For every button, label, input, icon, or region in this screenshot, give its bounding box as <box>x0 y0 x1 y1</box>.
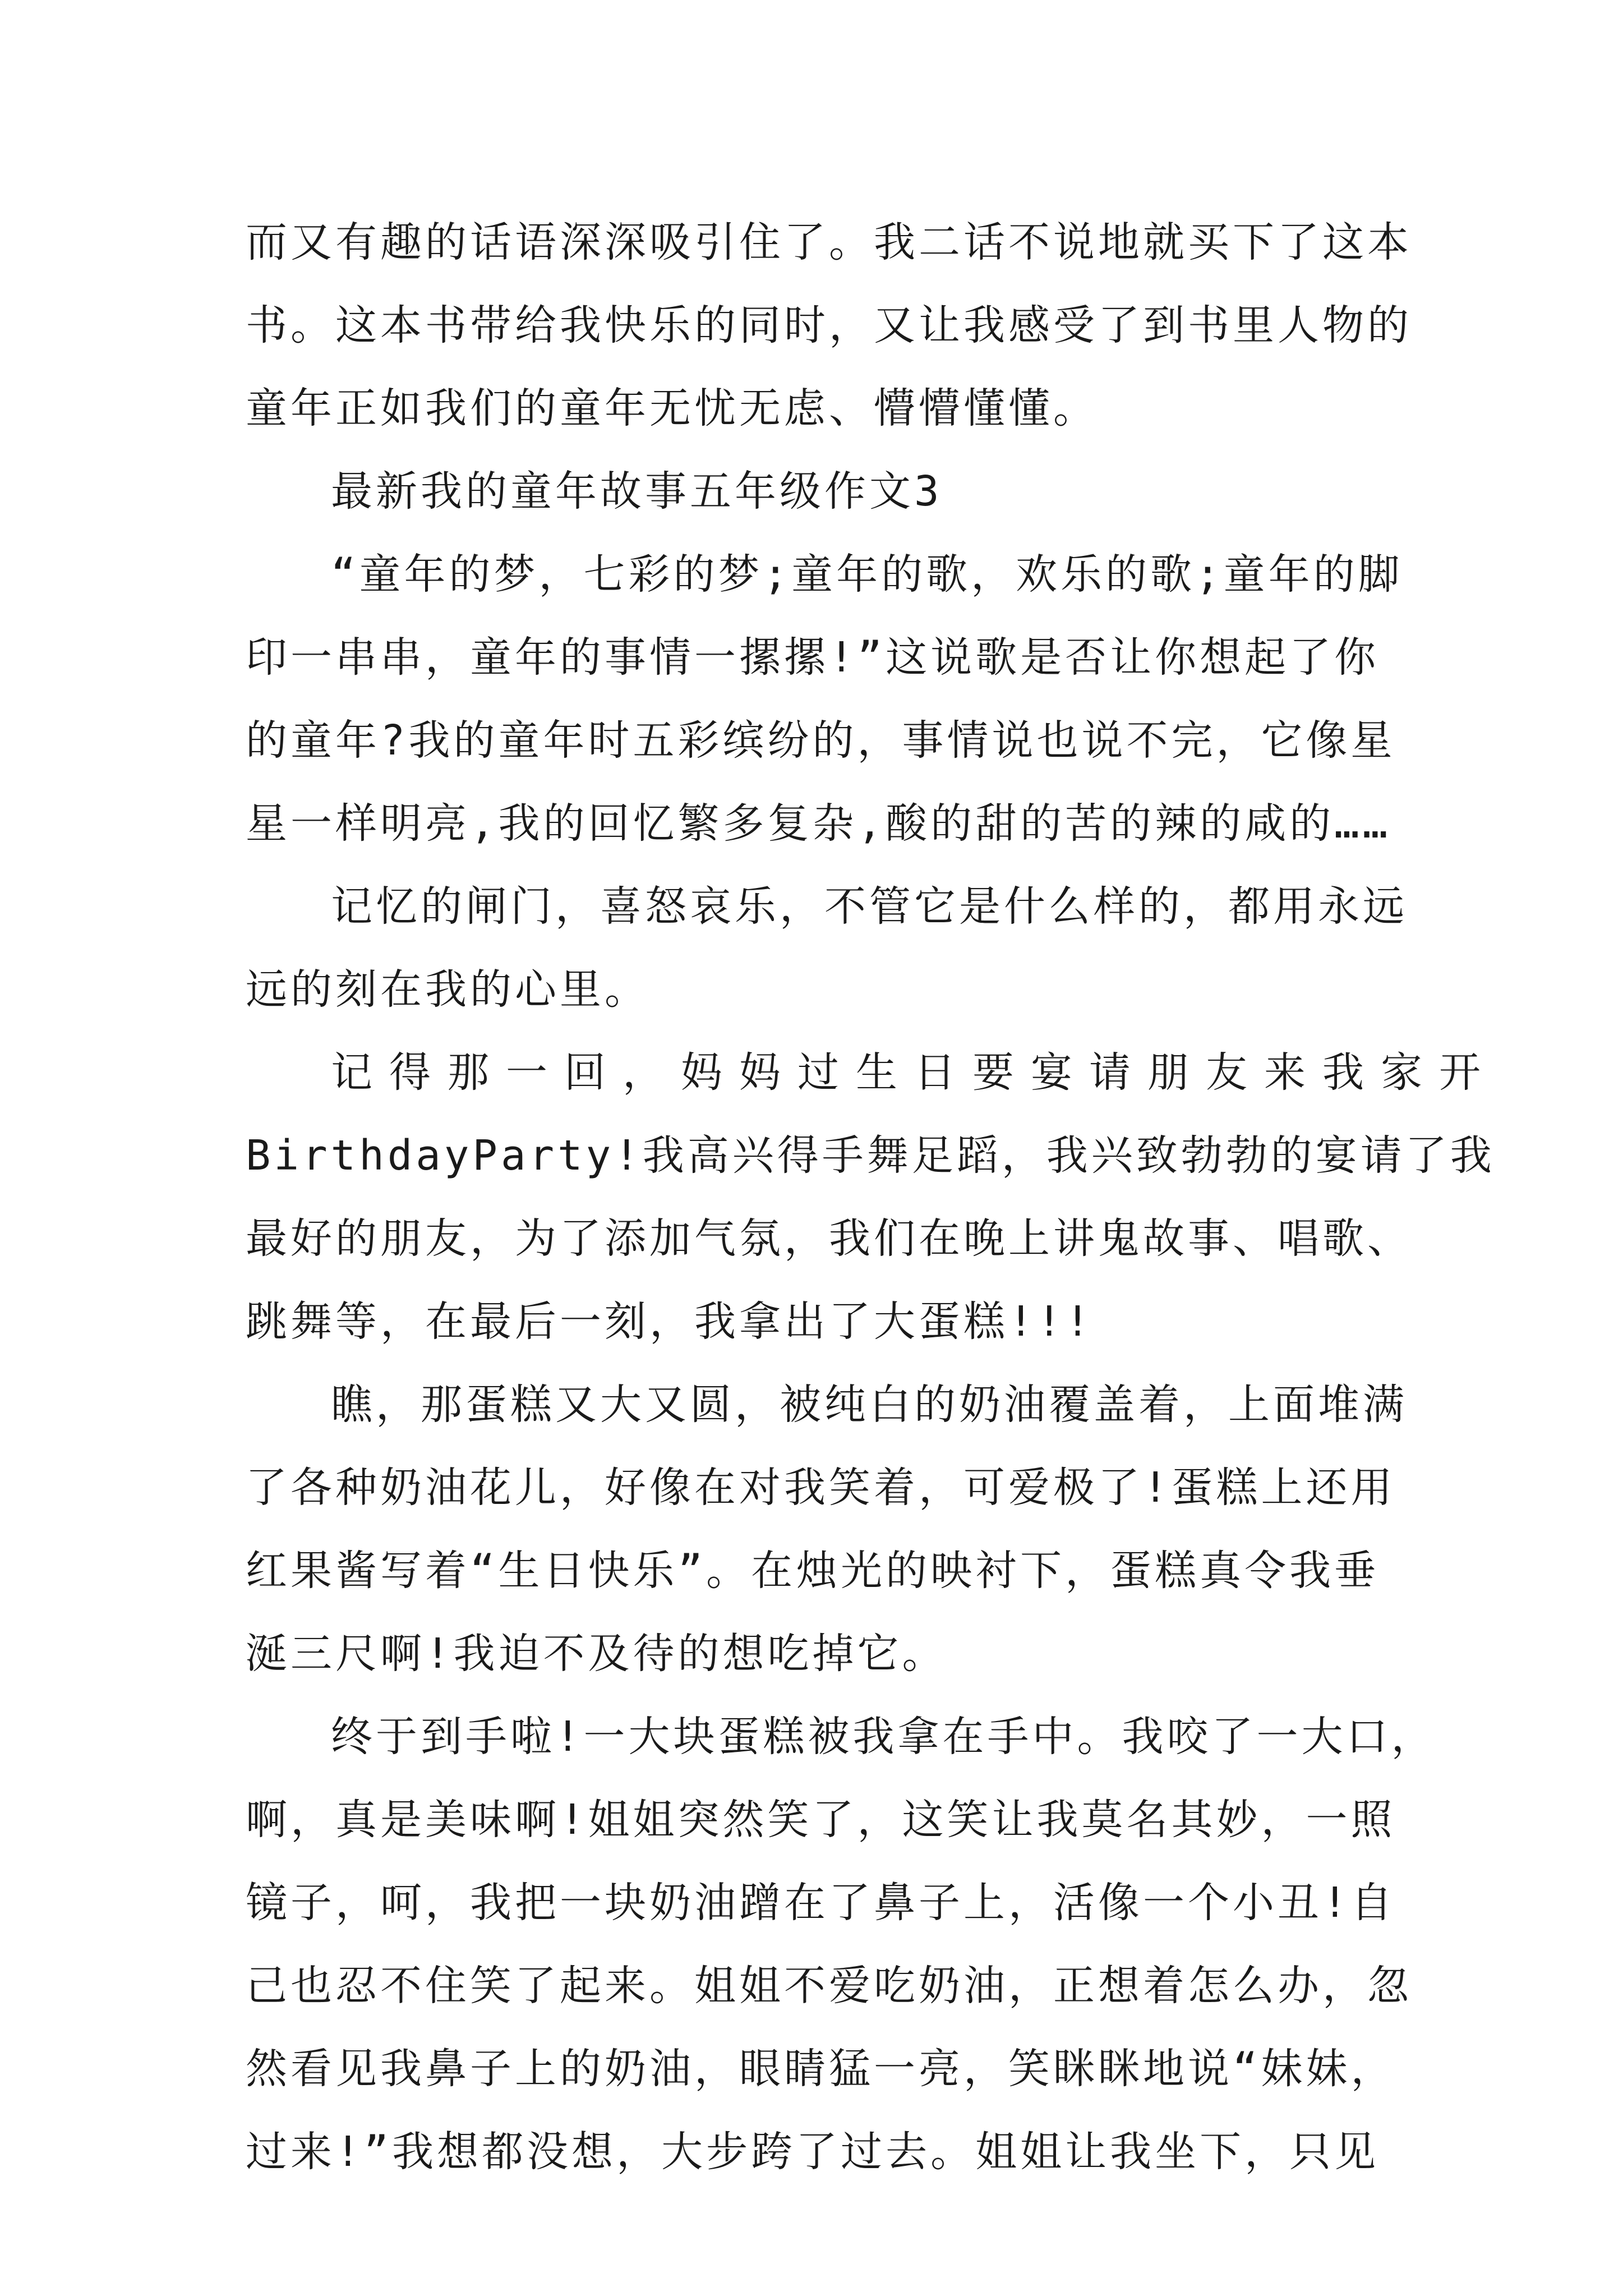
text-line: 瞧，那蛋糕又大又圆，被纯白的奶油覆盖着，上面堆满 <box>331 1381 1408 1429</box>
text-line: “童年的梦，七彩的梦;童年的歌，欢乐的歌;童年的脚 <box>331 550 1403 599</box>
text-line: 然看见我鼻子上的奶油，眼睛猛一亮，笑眯眯地说“妹妹， <box>246 2045 1396 2093</box>
text-line: 镜子，呵，我把一块奶油蹭在了鼻子上，活像一个小丑!自 <box>246 1879 1396 1927</box>
text-line: 啊，真是美味啊!姐姐突然笑了，这笑让我莫名其妙，一照 <box>246 1796 1396 1844</box>
text-line: 终于到手啦!一大块蛋糕被我拿在手中。我咬了一大口， <box>331 1713 1436 1761</box>
text-line: 己也忍不住笑了起来。姐姐不爱吃奶油，正想着怎么办，忽 <box>246 1962 1412 2010</box>
text-line: 最好的朋友，为了添加气氛，我们在晚上讲鬼故事、唱歌、 <box>246 1214 1412 1263</box>
text-line: 跳舞等，在最后一刻，我拿出了大蛋糕!!! <box>246 1297 1094 1346</box>
text-line: 童年正如我们的童年无忧无虑、懵懵懂懂。 <box>246 384 1098 432</box>
text-line: 记忆的闸门，喜怒哀乐，不管它是什么样的，都用永远 <box>331 882 1408 931</box>
text-line: 涎三尺啊!我迫不及待的想吃掉它。 <box>246 1630 947 1678</box>
section-heading: 最新我的童年故事五年级作文3 <box>331 467 943 516</box>
text-line: 印一串串，童年的事情一摞摞!”这说歌是否让你想起了你 <box>246 633 1380 682</box>
text-line: 记得那一回，妈妈过生日要宴请朋友来我家开 <box>331 1048 1497 1097</box>
text-line: BirthdayParty!我高兴得手舞足蹈，我兴致勃勃的宴请了我 <box>246 1131 1495 1180</box>
text-line: 过来!”我想都没想，大步跨了过去。姐姐让我坐下，只见 <box>246 2128 1380 2176</box>
document-body <box>246 201 1497 2193</box>
text-line: 了各种奶油花儿，好像在对我笑着，可爱极了!蛋糕上还用 <box>246 1464 1396 1512</box>
text-line: 书。这本书带给我快乐的同时，又让我感受了到书里人物的 <box>246 301 1412 349</box>
text-line: 红果酱写着“生日快乐”。在烛光的映衬下，蛋糕真令我垂 <box>246 1547 1380 1595</box>
text-line: 远的刻在我的心里。 <box>246 965 649 1014</box>
text-line: 星一样明亮,我的回忆繁多复杂,酸的甜的苦的辣的咸的…… <box>246 799 1391 848</box>
text-line: 的童年?我的童年时五彩缤纷的，事情说也说不完，它像星 <box>246 716 1396 765</box>
text-line: 而又有趣的话语深深吸引住了。我二话不说地就买下了这本 <box>246 218 1412 266</box>
